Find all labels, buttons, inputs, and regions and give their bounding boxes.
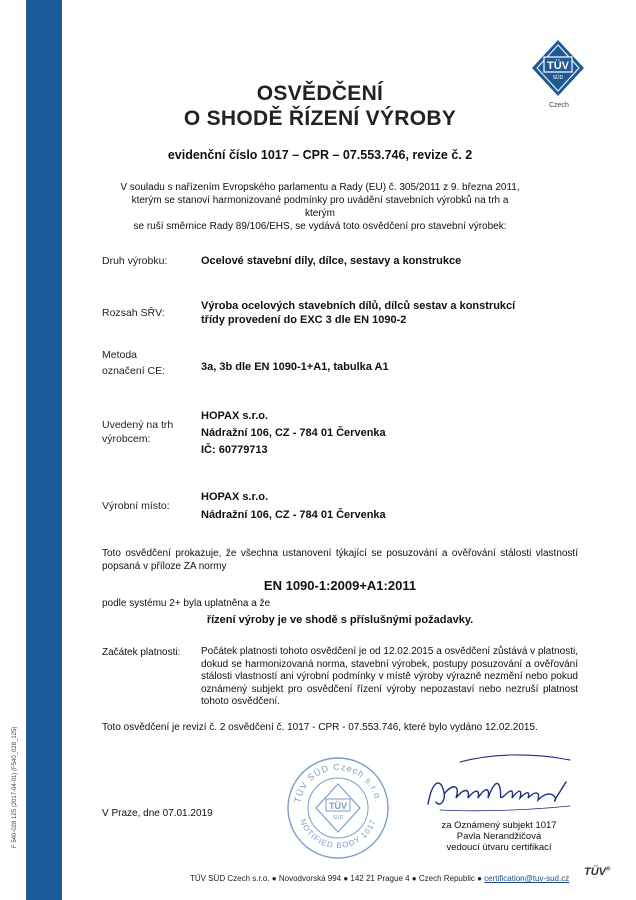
logo-caption: Czech <box>549 102 569 109</box>
certificate-title-line1: OSVĚDČENÍ <box>256 82 384 105</box>
manufacturer-id: IČ: 60779713 <box>201 444 268 456</box>
ce-method-value: 3a, 3b dle EN 1090-1+A1, tabulka A1 <box>201 361 389 373</box>
manufacturer-label-line1: Uvedený na trh <box>102 419 174 431</box>
revision-statement: Toto osvědčení je revizí č. 2 osvědčení č. 1017 - CPR - 07.553.746, které bylo vydáno 12.02.2015. <box>102 722 538 733</box>
manufacturer-address: Nádražní 106, CZ - 784 01 Červenka <box>201 427 386 439</box>
manufacturer-label-line2: výrobcem: <box>102 433 151 445</box>
stamp-bottom-text: NOTIFIED BODY 1017 <box>297 817 378 851</box>
signer-block <box>414 820 584 853</box>
svg-text:NOTIFIED BODY 1017 <box>298 818 378 850</box>
system-statement: podle systému 2+ byla uplatněna a že <box>102 598 271 609</box>
standard-reference: EN 1090-1:2009+A1:2011 <box>263 578 417 593</box>
scope-value-line2: třídy provedení do EXC 3 dle EN 1090-2 <box>201 314 407 326</box>
intro-line-2: kterým se stanoví harmonizované podmínky pro uvádění stavebních výrobků na trh a kterým <box>131 195 509 219</box>
footer-tuv-mark: TÜV® <box>584 866 611 878</box>
stamp-top-text: TÜV SÜD Czech s.r.o. <box>292 761 384 804</box>
validity-label: Začátek platnosti: <box>102 647 181 658</box>
ce-method-label-line2: označení CE: <box>102 365 166 377</box>
intro-line-1: V souladu s nařízením Evropského parlamentu a Rady (EU) č. 305/2011 z 9. března 2011, <box>120 182 520 193</box>
footer-company: TÜV SÜD Czech s.r.o. <box>190 874 270 883</box>
signer-title: vedoucí útvaru certifikací <box>446 842 552 853</box>
stamp-center-sub: SÜD <box>332 815 344 821</box>
notified-body-stamp-icon <box>284 754 392 862</box>
logo-brand: TÜV <box>547 60 569 72</box>
certificate-side-band <box>26 0 87 900</box>
product-type-label: Druh výrobku: <box>102 255 168 267</box>
form-code: F 540-028 125 (2017-04-01) (F540_028_125) <box>12 726 18 848</box>
scope-label: Rozsah SŘV: <box>102 307 165 319</box>
tuv-sud-logo-icon <box>528 38 588 98</box>
production-site-name: HOPAX s.r.o. <box>201 491 269 503</box>
conformity-statement: řízení výroby je ve shodě s příslušnými požadavky. <box>206 614 474 626</box>
evidence-number: evidenční číslo 1017 – CPR – 07.553.746, revize č. 2 <box>167 148 473 162</box>
product-type-value: Ocelové stavební díly, dílce, sestavy a konstrukce <box>201 255 462 267</box>
signer-line-1: za Oznámený subjekt 1017 <box>441 820 557 831</box>
production-site-address: Nádražní 106, CZ - 784 01 Červenka <box>201 509 386 521</box>
footer-street: Novodvorská 994 <box>278 874 342 883</box>
footer-address: TÜV SÜD Czech s.r.o. ● Novodvorská 994 ● 142 21 Prague 4 ● Czech Republic ● certification@tuv-sud.cz <box>190 874 570 883</box>
intro-paragraph <box>118 181 522 233</box>
band-multilingual-text: ZERTIFIKAT ◆ CERTIFICATE ◆ 認證證書 ◆ СЕРТИФИКАТ ◆ CERTIFICADO ◆ CERTIFICAT <box>71 91 87 863</box>
footer-country: Czech Republic <box>418 874 475 883</box>
scope-value-line1: Výroba ocelových stavebních dílů, dílců sestav a konstrukcí <box>201 300 516 312</box>
manufacturer-name: HOPAX s.r.o. <box>201 410 269 422</box>
footer-zip: 142 21 <box>350 874 375 883</box>
handwritten-signature-icon <box>420 752 580 818</box>
logo-sub: SÜD <box>552 75 564 81</box>
production-site-label: Výrobní místo: <box>102 500 170 512</box>
svg-text:TÜV SÜD Czech s.r.o. <box>292 762 383 804</box>
footer-city: Prague 4 <box>377 874 410 883</box>
validity-text: Počátek platnosti tohoto osvědčení je od 12.02.2015 a osvědčení zůstává v platnosti, dokud se harmonizovaná norma, stavební výrobek, postupy posuzování a ověřování stálosti vlastností ani výrobní podmínky v místě výroby výrazně nezmění nebo pokud oznámený subjekt pro osvědčení řízení výroby nepozastaví nebo nezruší platnost tohoto osvědčení. <box>201 646 578 707</box>
signer-name: Pavla Nerandžičová <box>456 831 542 842</box>
place-and-date: V Praze, dne 07.01.2019 <box>102 808 213 819</box>
intro-line-3: se ruší směrnice Rady 89/106/EHS, se vydává toto osvědčení pro stavební výrobek: <box>133 221 507 232</box>
footer-mark-text: TÜV <box>584 866 606 878</box>
footer-email-link[interactable]: certification@tuv-sud.cz <box>484 874 570 883</box>
certificate-title-line2: O SHODĚ ŘÍZENÍ VÝROBY <box>183 107 457 130</box>
statement-paragraph: Toto osvědčení prokazuje, že všechna ustanovení týkající se posuzování a ověřování stálosti vlastností popsaná v příloze ZA normy <box>102 548 578 572</box>
ce-method-label-line1: Metoda <box>102 349 138 361</box>
stamp-center: TÜV <box>329 801 347 811</box>
